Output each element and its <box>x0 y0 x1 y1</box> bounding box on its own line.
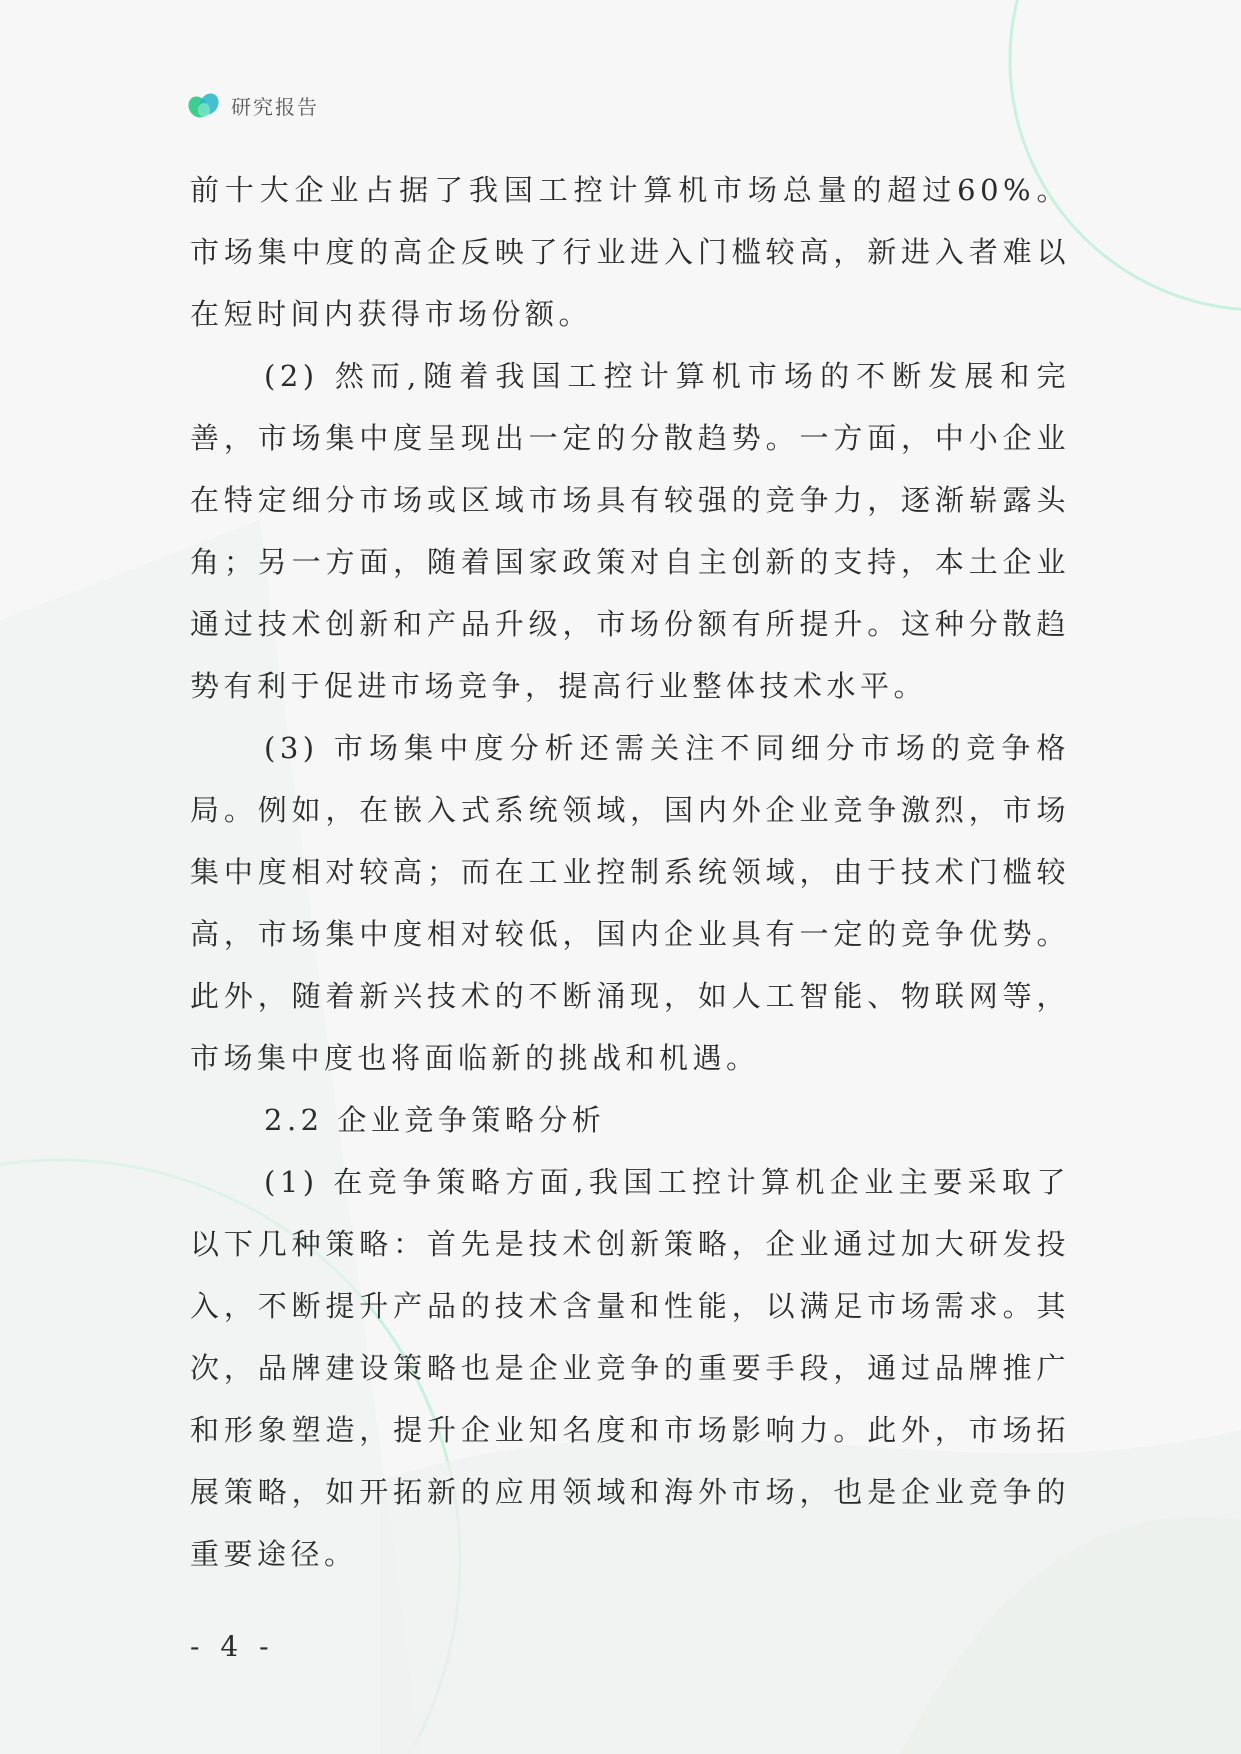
page-number: - 4 - <box>190 1630 275 1663</box>
paragraph: (2) 然而,随着我国工控计算机市场的不断发展和完善，市场集中度呈现出一定的分散趋势。一方面，中小企业在特定细分市场或区域市场具有较强的竞争力，逐渐崭露头角；另一方面，随着国家政策对自主创新的支持，本土企业通过技术创新和产品升级，市场份额有所提升。这种分散趋势有利于促进市场竞争，提高行业整体技术水平。 <box>190 359 1070 703</box>
paragraph: (1) 在竞争策略方面,我国工控计算机企业主要采取了以下几种策略：首先是技术创新策略，企业通过加大研发投入，不断提升产品的技术含量和性能，以满足市场需求。其次，品牌建设策略也是企业竞争的重要手段，通过品牌推广和形象塑造，提升企业知名度和市场影响力。此外，市场拓展策略，如开拓新的应用领域和海外市场，也是企业竞争的重要途径。 <box>190 1165 1070 1571</box>
report-header <box>187 90 319 120</box>
leaf-logo-icon <box>187 90 221 120</box>
paragraph: (3) 市场集中度分析还需关注不同细分市场的竞争格局。例如，在嵌入式系统领域，国内外企业竞争激烈，市场集中度相对较高；而在工业控制系统领域，由于技术门槛较高，市场集中度相对较低，国内企业具有一定的竞争优势。此外，随着新兴技术的不断涌现，如人工智能、物联网等，市场集中度也将面临新的挑战和机遇。 <box>190 731 1070 1075</box>
body-text <box>190 159 1070 1585</box>
paragraph: 前十大企业占据了我国工控计算机市场总量的超过60%。市场集中度的高企反映了行业进入门槛较高，新进入者难以在短时间内获得市场份额。 <box>190 173 1070 331</box>
section-heading: 2.2 企业竞争策略分析 <box>264 1103 606 1137</box>
header-title: 研究报告 <box>231 94 319 119</box>
